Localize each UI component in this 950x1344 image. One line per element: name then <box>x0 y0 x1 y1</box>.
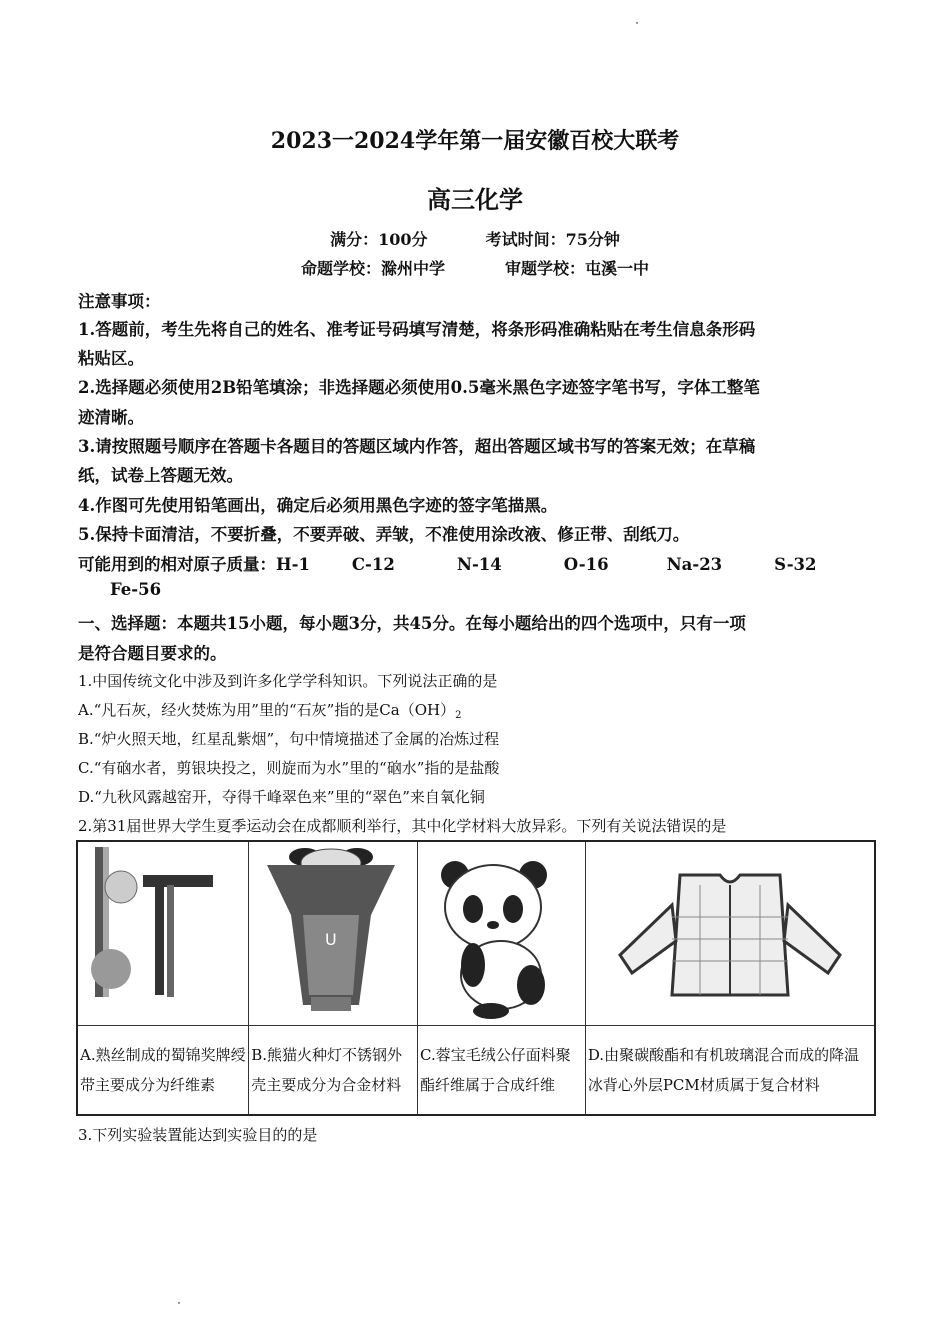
mass-s: S-32 <box>774 555 817 574</box>
q1-option-d: D.“九秋风露越窑开，夺得千峰翠色来”里的“翠色”来自氧化铜 <box>78 788 485 806</box>
mass-h: H-1 <box>276 555 310 574</box>
notice-item5: 5.保持卡面清洁，不要折叠，不要弄破、弄皱，不准使用涂改液、修正带、刮纸刀。 <box>78 525 690 544</box>
notice-item3-line1: 3.请按照题号顺序在答题卡各题目的答题区域内作答，超出答题区域书写的答案无效；在草稿 <box>78 437 756 456</box>
atomic-mass-line <box>78 551 817 575</box>
exam-time: 考试时间：75分钟 <box>485 230 620 249</box>
q1-option-a-text: A.“凡石灰，经火焚炼为用”里的“石灰”指的是Ca（OH） <box>78 701 456 719</box>
cooling-vest-image-cell <box>585 841 875 1025</box>
q2-option-a: A.熟丝制成的蜀锦奖牌绶带主要成分为纤维素 <box>77 1025 249 1115</box>
reviewer-school: 审题学校：屯溪一中 <box>505 259 650 278</box>
mass-na: Na-23 <box>666 555 723 574</box>
q2-option-c: C.蓉宝毛绒公仔面料聚酯纤维属于合成纤维 <box>418 1025 586 1115</box>
mass-o: O-16 <box>563 555 609 574</box>
exam-subject: 高三化学 <box>427 185 523 214</box>
q3-stem: 3.下列实验装置能达到实验目的的是 <box>78 1126 318 1144</box>
scan-speck <box>178 1302 180 1304</box>
q1-option-a-subscript: 2 <box>455 710 462 721</box>
medal-image-cell <box>77 841 249 1025</box>
q1-option-c: C.“有硇水者，剪银块投之，则旋而为水”里的“硇水”指的是盐酸 <box>78 759 500 777</box>
notice-item3-line2: 纸，试卷上答题无效。 <box>78 466 243 485</box>
notice-item2-line1: 2.选择题必须使用2B铅笔填涂；非选择题必须使用0.5毫米黑色字迹签字笔书写，字体工整笔 <box>78 378 760 397</box>
section1-line2: 是符合题目要求的。 <box>78 644 227 663</box>
full-score: 满分：100分 <box>330 230 428 249</box>
notice-item1-line2: 粘贴区。 <box>78 349 144 368</box>
torch-lamp-image-cell <box>249 841 418 1025</box>
section1-line1: 一、选择题：本题共15小题，每小题3分，共45分。在每小题给出的四个选项中，只有一项 <box>78 614 746 633</box>
q2-stem: 2.第31届世界大学生夏季运动会在成都顺利举行，其中化学材料大放异彩。下列有关说法错误的是 <box>78 817 727 835</box>
panda-torch-lamp-icon <box>253 845 413 1021</box>
q2-option-b: B.熊猫火种灯不锈钢外壳主要成分为合金材料 <box>249 1025 418 1115</box>
exam-title: 2023一2024学年第一届安徽百校大联考 <box>270 128 680 154</box>
q1-option-a <box>78 699 461 721</box>
scan-speck <box>636 22 638 24</box>
notice-item4: 4.作图可先使用铅笔画出，确定后必须用黑色字迹的签字笔描黑。 <box>78 496 558 515</box>
q2-option-d: D.由聚碳酸酯和有机玻璃混合而成的降温冰背心外层PCM材质属于复合材料 <box>585 1025 875 1115</box>
notice-item1-line1: 1.答题前，考生先将自己的姓名、准考证号码填写清楚，将条形码准确粘贴在考生信息条形码 <box>78 320 756 339</box>
exam-meta-line2 <box>0 256 950 279</box>
setter-school: 命题学校：滁州中学 <box>300 259 445 278</box>
medal-ribbon-icon <box>83 845 243 1021</box>
cooling-vest-icon <box>610 845 850 1021</box>
plush-toy-image-cell <box>418 841 586 1025</box>
mass-fe: Fe-56 <box>110 580 162 599</box>
atomic-mass-label: 可能用到的相对原子质量： <box>78 555 276 574</box>
mass-n: N-14 <box>456 555 502 574</box>
notice-heading: 注意事项： <box>78 292 161 311</box>
svg-text:U: U <box>325 930 337 950</box>
panda-plush-icon <box>421 845 581 1021</box>
q2-materials-table <box>76 840 876 1116</box>
q1-stem: 1.中国传统文化中涉及到许多化学学科知识。下列说法正确的是 <box>78 672 498 690</box>
mass-c: C-12 <box>351 555 395 574</box>
notice-item2-line2: 迹清晰。 <box>78 408 144 427</box>
q1-option-b: B.“炉火照天地，红星乱紫烟”，句中情境描述了金属的冶炼过程 <box>78 730 500 748</box>
exam-meta-line1 <box>0 227 950 250</box>
